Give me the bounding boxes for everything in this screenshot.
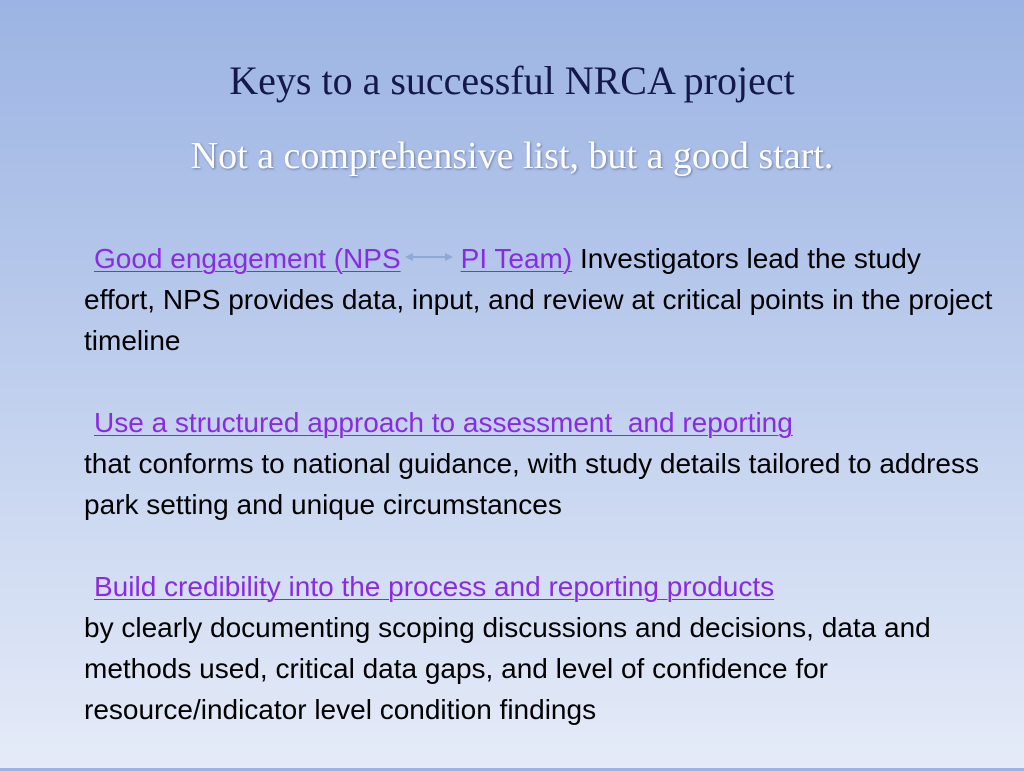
credibility-link[interactable]: Build credibility into the process and reporting products	[94, 571, 775, 602]
bullet-item-engagement	[84, 238, 994, 361]
bullet-item-structured-approach	[84, 402, 994, 525]
slide-title: Keys to a successful NRCA project	[229, 58, 795, 103]
slide-subtitle: Not a comprehensive list, but a good start.	[190, 135, 834, 177]
slide-body	[84, 238, 994, 771]
double-arrow-icon	[405, 252, 453, 262]
credibility-description: by clearly documenting scoping discussions and decisions, data and methods used, critical data gaps, and level of confidence for resource/indicator level condition findings	[84, 612, 931, 725]
engagement-link-text-nps: Good engagement (NPS	[94, 243, 401, 274]
engagement-link[interactable]	[94, 243, 572, 274]
engagement-description: Investigators lead the study effort, NPS provides data, input, and review at critical points in the project timeline	[84, 243, 993, 356]
structured-approach-link[interactable]: Use a structured approach to assessment and reporting	[94, 407, 793, 438]
bullet-item-credibility	[84, 566, 994, 730]
structured-approach-description: that conforms to national guidance, with study details tailored to address park setting and unique circumstances	[84, 448, 979, 520]
engagement-link-text-pi: PI Team)	[460, 243, 573, 274]
